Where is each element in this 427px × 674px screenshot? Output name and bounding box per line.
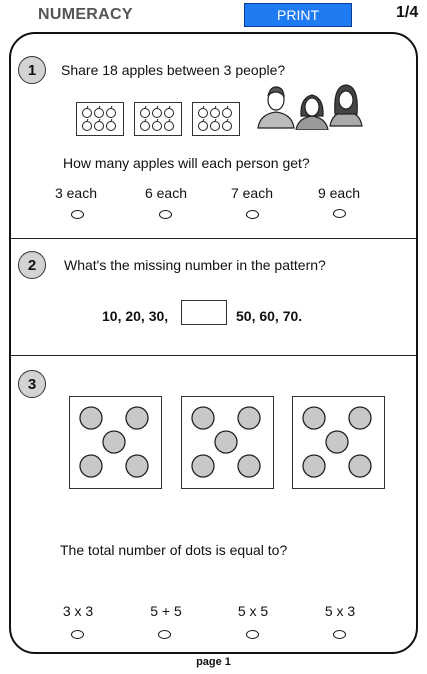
- q3-option-2-radio[interactable]: [158, 630, 171, 639]
- q1-option-3-radio[interactable]: [246, 210, 259, 219]
- section-divider: [11, 355, 416, 356]
- q3-option-3-radio[interactable]: [246, 630, 259, 639]
- question-1-text: Share 18 apples between 3 people?: [61, 62, 286, 78]
- page-counter: 1/4: [396, 4, 419, 21]
- q1-option-2-label: 6 each: [144, 185, 188, 201]
- q1-option-2-radio[interactable]: [159, 210, 172, 219]
- apples-image: [193, 103, 239, 135]
- five-dots-image: [182, 397, 273, 488]
- apple-group-2: [134, 102, 182, 136]
- worksheet-title: NUMERACY: [38, 6, 133, 23]
- q3-option-2-label: 5 + 5: [150, 603, 182, 619]
- q3-option-3-label: 5 x 5: [237, 603, 269, 619]
- three-people-image: [256, 80, 368, 130]
- dice-3: [292, 396, 385, 489]
- q1-option-4-radio[interactable]: [333, 209, 346, 218]
- dice-1: [69, 396, 162, 489]
- page-footer: page 1: [196, 656, 231, 668]
- q3-option-4-label: 5 x 3: [324, 603, 356, 619]
- q3-option-4-radio[interactable]: [333, 630, 346, 639]
- apple-group-3: [192, 102, 240, 136]
- missing-number-input[interactable]: [181, 300, 227, 325]
- question-3-text: The total number of dots is equal to?: [60, 542, 288, 558]
- question-2-badge: 2: [18, 251, 46, 279]
- section-divider: [11, 238, 416, 239]
- five-dots-image: [293, 397, 384, 488]
- apples-image: [135, 103, 181, 135]
- worksheet-panel: [9, 32, 418, 654]
- q3-option-1-radio[interactable]: [71, 630, 84, 639]
- question-1-badge: 1: [18, 56, 46, 84]
- sequence-end: 50, 60, 70.: [236, 308, 303, 324]
- five-dots-image: [70, 397, 161, 488]
- question-3-badge: 3: [18, 370, 46, 398]
- dice-2: [181, 396, 274, 489]
- sequence-start: 10, 20, 30,: [102, 308, 169, 324]
- q1-option-1-radio[interactable]: [71, 210, 84, 219]
- apple-group-1: [76, 102, 124, 136]
- q3-option-1-label: 3 x 3: [62, 603, 94, 619]
- q1-option-3-label: 7 each: [230, 185, 274, 201]
- question-2-text: What's the missing number in the pattern?: [64, 257, 326, 273]
- question-1-subtext: How many apples will each person get?: [63, 155, 310, 171]
- q1-option-1-label: 3 each: [54, 185, 98, 201]
- print-button[interactable]: PRINT: [244, 3, 352, 27]
- q1-option-4-label: 9 each: [317, 185, 361, 201]
- apples-image: [77, 103, 123, 135]
